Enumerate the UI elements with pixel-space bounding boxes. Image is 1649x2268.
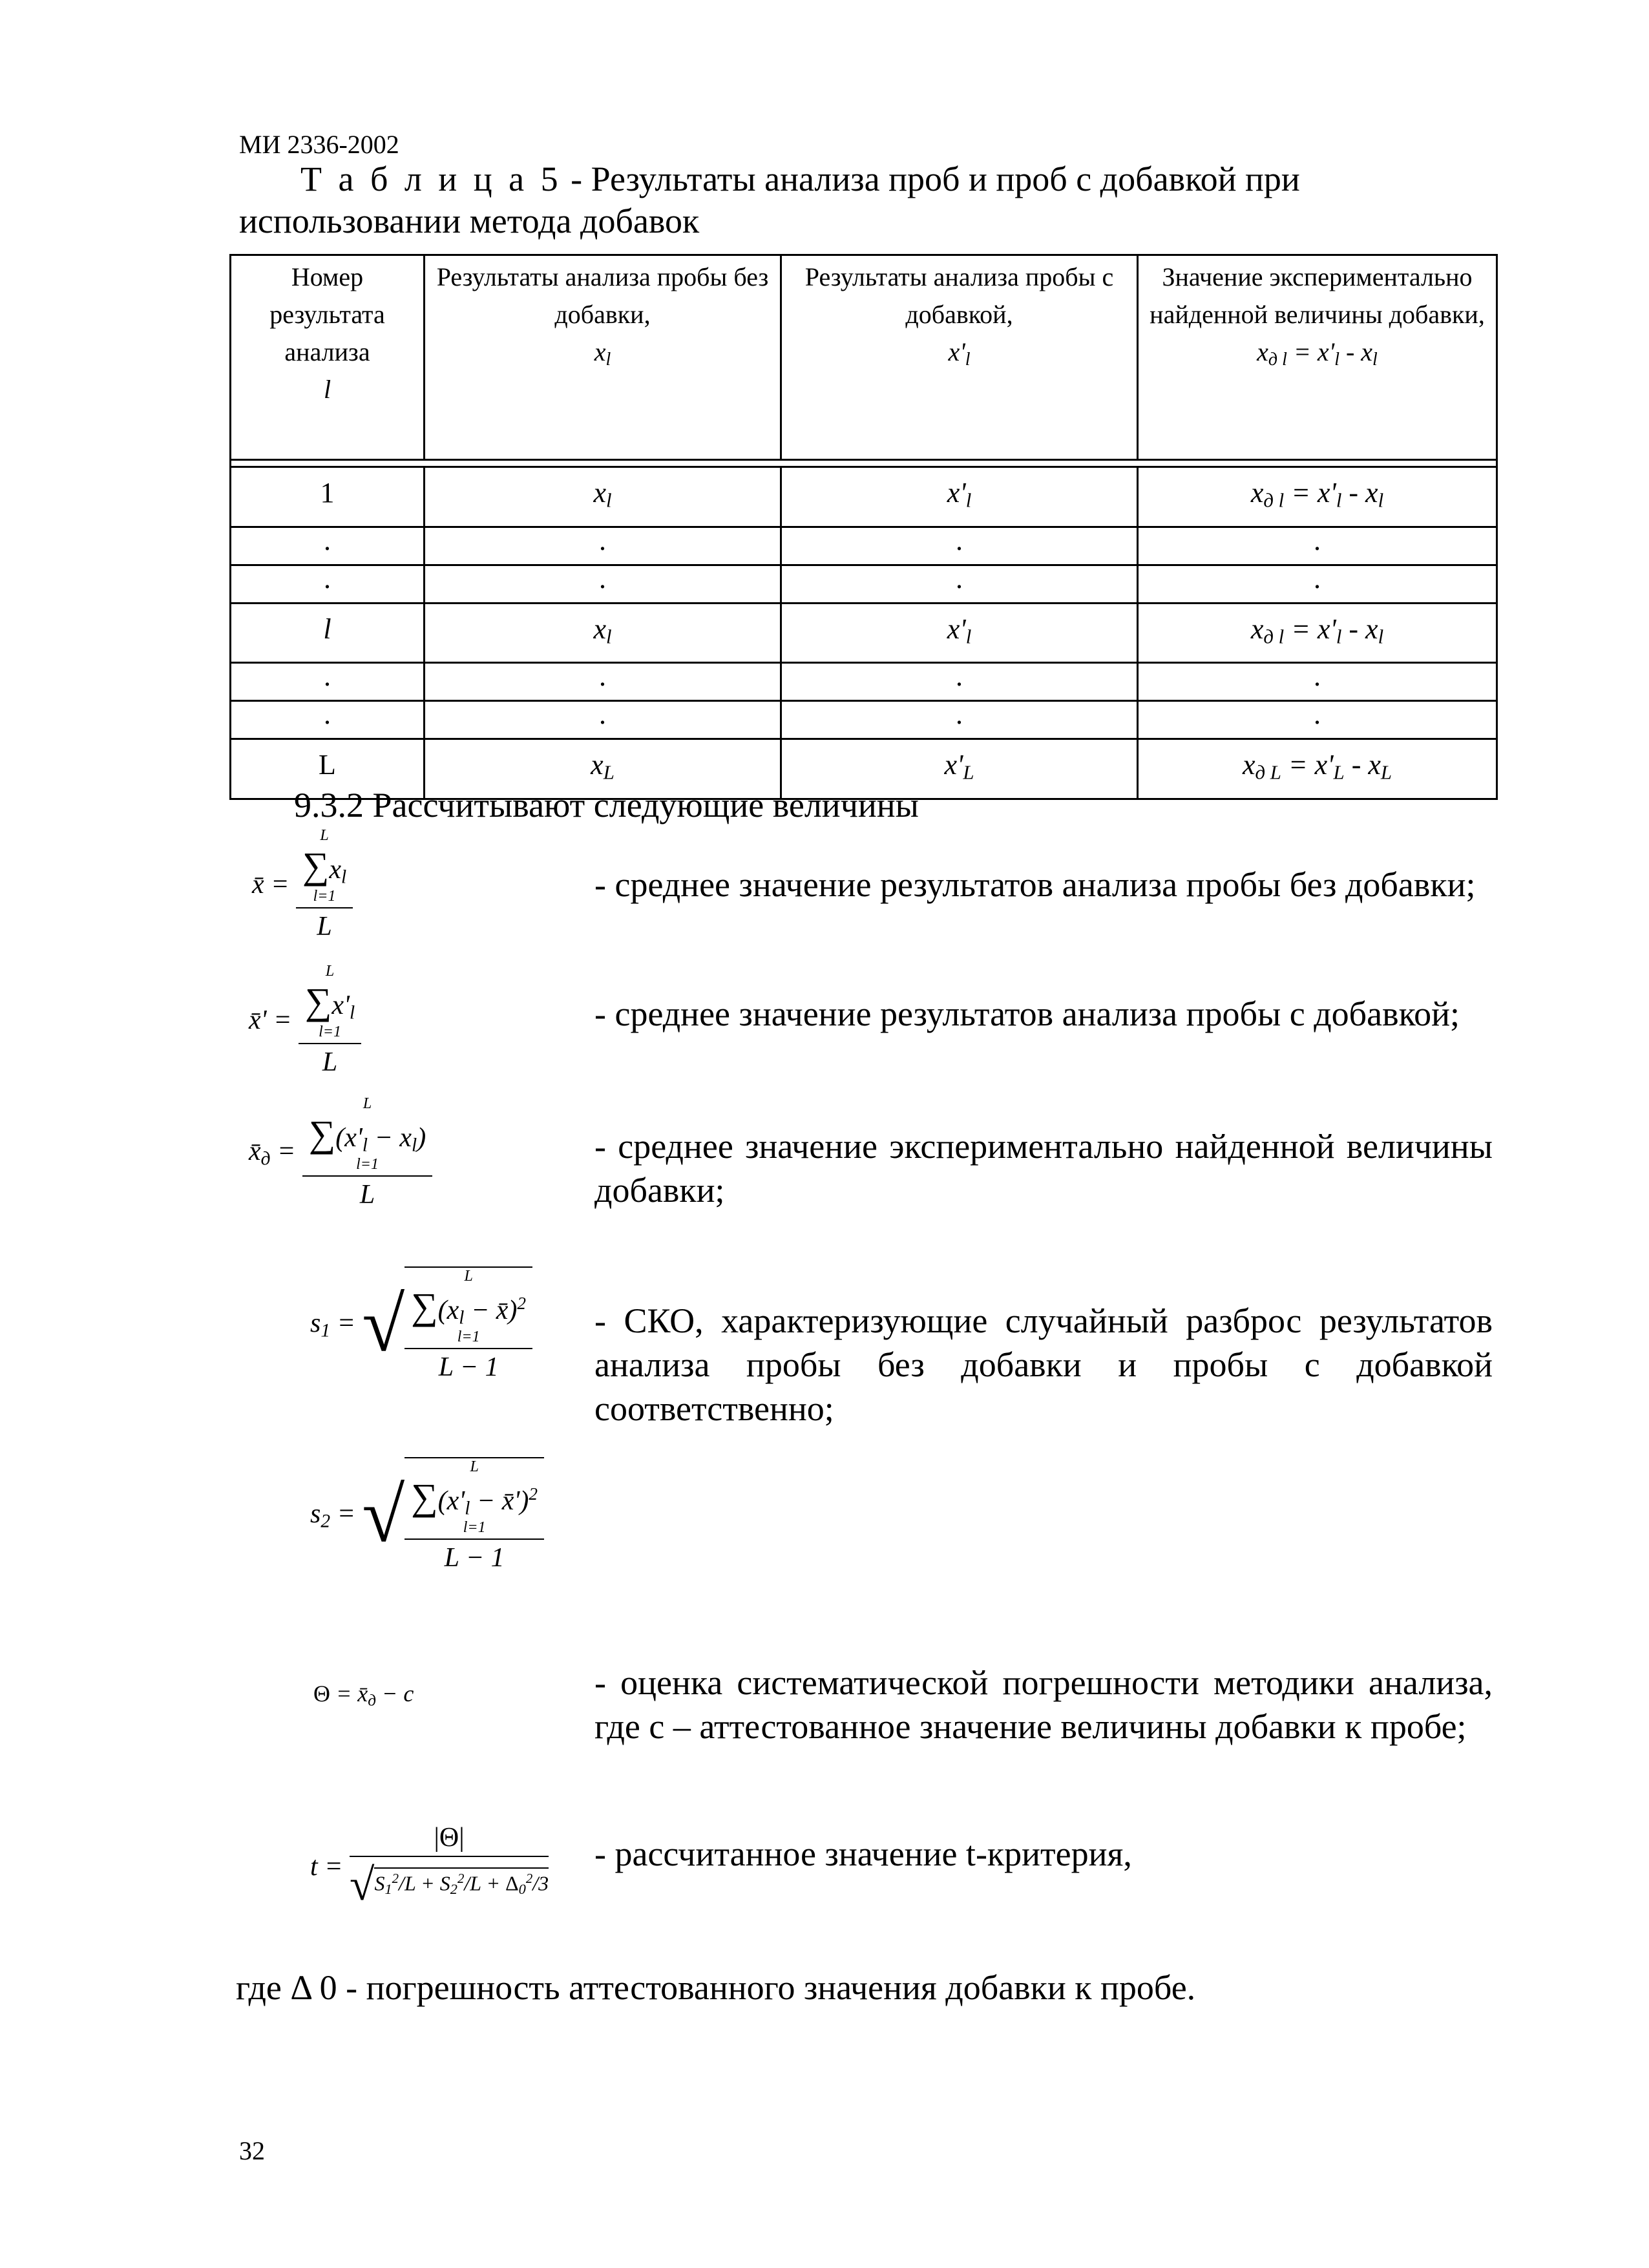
- description-sko: - СКО, характеризующие случайный разброс результатов анализа пробы без добавки и пробы с добавкой соответственно;: [594, 1301, 1493, 1428]
- table-cell: .: [425, 701, 781, 739]
- table-cell: $x'_L$: [781, 739, 1138, 799]
- header-symbol: $x'_l$: [948, 337, 971, 370]
- table-row: [231, 663, 1497, 701]
- table-caption-text: - Результаты анализа проб и проб с добавкой при использовании метода добавок: [239, 160, 1300, 240]
- header-symbol: $x_{д l} = x'_l - x_l$: [1257, 337, 1378, 370]
- table-cell: .: [231, 565, 425, 603]
- table-cell: .: [1138, 701, 1497, 739]
- section-heading: 9.3.2 Рассчитывают следующие величины: [294, 786, 919, 824]
- description-mean-x-prime: - среднее значение результатов анализа пробы с добавкой;: [594, 994, 1460, 1033]
- table-cell: .: [231, 701, 425, 739]
- table-cell: .: [781, 527, 1138, 565]
- table-cell: .: [231, 527, 425, 565]
- header-cell: [781, 255, 1138, 460]
- description-mean-xd: - среднее значение экспериментально найденной величины добавки;: [594, 1127, 1493, 1210]
- formula-s1: $s_1$ = √ L $\sum(x_l$ − x̄)$^2$ l=1 L − 1: [310, 1266, 532, 1383]
- formula-t: t = $\frac{|\Theta|}{√S_1^2/L + S_2^2/L + \Delta_0^2/3}$: [310, 1823, 549, 1910]
- table-row: [231, 603, 1497, 663]
- header-symbol: l: [323, 375, 331, 404]
- document-code: МИ 2336-2002: [239, 130, 399, 159]
- table-cell: .: [781, 701, 1138, 739]
- table-cell: .: [1138, 527, 1497, 565]
- table-cell: .: [781, 663, 1138, 701]
- table-cell: $x_L$: [425, 739, 781, 799]
- table-cell: .: [425, 663, 781, 701]
- header-cell: [425, 255, 781, 460]
- formula-s2: $s_2$ = √ L $\sum(x'_l$ − x̄')$^2$ l=1 L − 1: [310, 1457, 544, 1573]
- header-text: Значение экспериментально найденной величины добавки,: [1150, 262, 1485, 329]
- formula-theta: $\Theta = x̄_д - c$: [313, 1681, 414, 1710]
- header-cell: [1138, 255, 1497, 460]
- table-cell: L: [231, 739, 425, 799]
- sqrt-symbol: √ L $\sum(x'_l$ − x̄')$^2$ l=1 L − 1: [362, 1457, 544, 1573]
- results-table: [229, 254, 1498, 800]
- header-text: Номер результата анализа: [269, 262, 385, 366]
- table-cell: .: [231, 663, 425, 701]
- formula-mean-xd: $x̄_д$ = L $\sum(x'_l - x_l)$ l=1 L: [249, 1095, 432, 1210]
- table-cell: 1: [231, 467, 425, 527]
- table-cell: $x_{д L} = x'_L - x_L$: [1138, 739, 1497, 799]
- description-mean-x: - среднее значение результатов анализа пробы без добавки;: [594, 865, 1476, 904]
- table-cell: .: [425, 527, 781, 565]
- table-cell: $x'_l$: [781, 467, 1138, 527]
- table-cell: .: [425, 565, 781, 603]
- table-row: [231, 527, 1497, 565]
- table-header-row: [231, 255, 1497, 460]
- table-caption-label: Т а б л и ц а 5: [300, 160, 562, 198]
- formula-mean-x: x̄ = L $\sum x_l$ l=1 L: [252, 827, 353, 942]
- table-cell: $x_{д l} = x'_l - x_l$: [1138, 467, 1497, 527]
- sqrt-symbol: √ L $\sum(x_l$ − x̄)$^2$ l=1 L − 1: [362, 1266, 532, 1383]
- table-row: [231, 701, 1497, 739]
- table-cell: $x'_l$: [781, 603, 1138, 663]
- table-cell: .: [1138, 663, 1497, 701]
- table-caption: [239, 158, 1506, 242]
- table-cell: .: [1138, 565, 1497, 603]
- table-cell: l: [231, 603, 425, 663]
- description-theta: - оценка систематической погрешности методики анализа, где с – аттестованное значение величины добавки к пробе;: [594, 1663, 1493, 1746]
- table-cell: $x_l$: [425, 467, 781, 527]
- formula-mean-x-prime: x̄' = L $\sum x'_l$ l=1 L: [249, 963, 361, 1078]
- header-text: Результаты анализа пробы без добавки,: [436, 262, 769, 329]
- table-cell: .: [781, 565, 1138, 603]
- description-t: - рассчитанное значение t-критерия,: [594, 1834, 1132, 1873]
- table-cell: $x_l$: [425, 603, 781, 663]
- table-row: [231, 467, 1497, 527]
- header-symbol: $x_l$: [594, 337, 611, 370]
- header-cell: [231, 255, 425, 460]
- header-text: Результаты анализа пробы с добавкой,: [804, 262, 1114, 329]
- page-number: 32: [239, 2136, 265, 2165]
- table-row: [231, 565, 1497, 603]
- table-cell: $x_{д l} = x'_l - x_l$: [1138, 603, 1497, 663]
- footnote: где Δ 0 - погрешность аттестованного значения добавки к пробе.: [236, 1968, 1196, 2007]
